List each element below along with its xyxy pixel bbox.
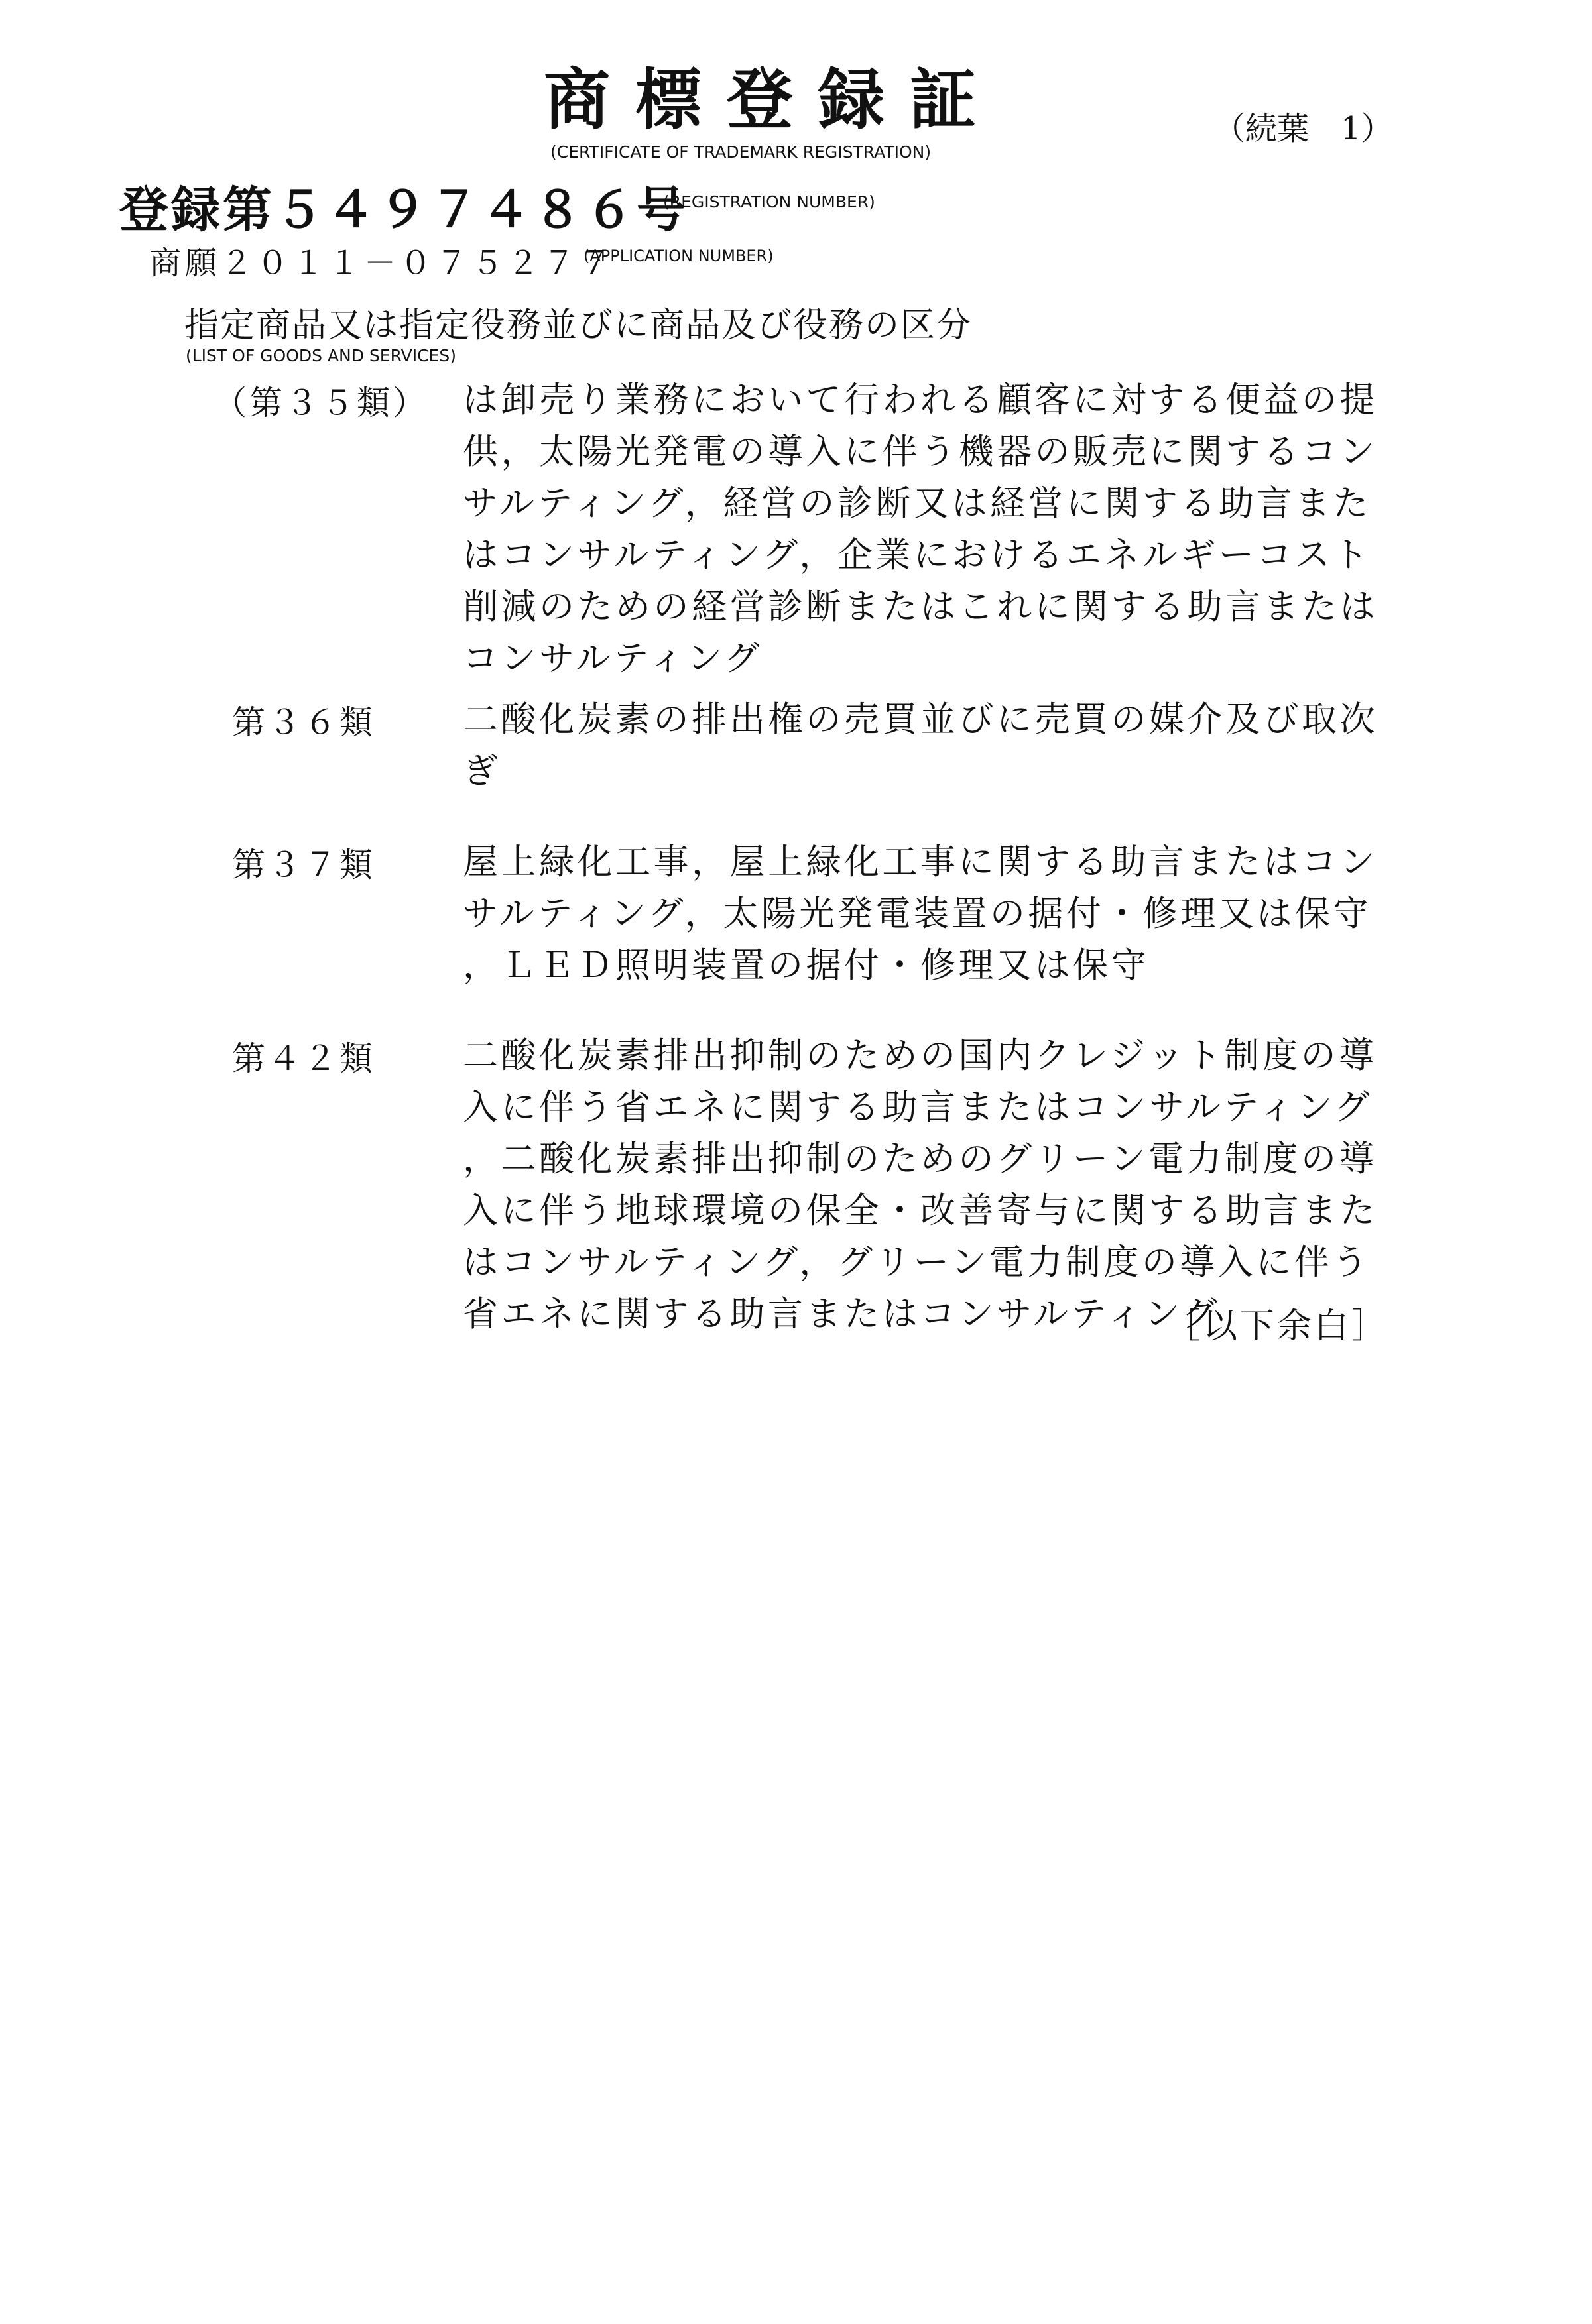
end-of-list-marker: ［以下余白］ — [1166, 1307, 1389, 1346]
continuation-page-note: （続葉 1） — [1213, 110, 1393, 147]
application-number-english: (APPLICATION NUMBER) — [583, 247, 774, 265]
class-text-35: は卸売り業務において行われる顧客に対する便益の提 供，太陽光発電の導入に伴う機器の販売に関するコン サルティング，経営の診断又は経営に関する助言また はコンサルティング，企業におけるエネルギーコスト 削減のための経営診断またはこれに関する助言または コンサルティング — [463, 380, 1378, 679]
class-text-37: 屋上緑化工事，屋上緑化工事に関する助言またはコン サルティング，太陽光発電装置の据付・修理又は保守 ，ＬＥＤ照明装置の据付・修理又は保守 — [463, 842, 1378, 986]
certificate-title: 商標登録証 — [544, 60, 1001, 139]
registration-number: 登録第５４９７４８６号 — [119, 182, 688, 239]
class-label-36: 第３６類 — [232, 703, 375, 742]
class-label-35: （第３５類） — [214, 384, 428, 422]
registration-number-english: (REGISTRATION NUMBER) — [663, 192, 875, 211]
class-label-37: 第３７類 — [232, 846, 375, 884]
certificate-title-english: (CERTIFICATE OF TRADEMARK REGISTRATION) — [550, 143, 932, 162]
class-text-42: 二酸化炭素排出抑制のための国内クレジット制度の導 入に伴う省エネに関する助言またはコンサルティング ，二酸化炭素排出抑制のためのグリーン電力制度の導 入に伴う地球環境の保全・改善寄与に関する助言また はコンサルティング，グリーン電力制度の導入に伴う 省エネに関する助言またはコンサルティング — [463, 1035, 1378, 1334]
class-label-42: 第４２類 — [232, 1039, 375, 1078]
class-text-36: 二酸化炭素の排出権の売買並びに売買の媒介及び取次 ぎ — [463, 699, 1378, 791]
goods-services-heading-english: (LIST OF GOODS AND SERVICES) — [186, 346, 456, 365]
goods-services-heading: 指定商品又は指定役務並びに商品及び役務の区分 — [184, 306, 973, 345]
application-number: 商願２０１１－０７５２７７ — [149, 245, 615, 282]
